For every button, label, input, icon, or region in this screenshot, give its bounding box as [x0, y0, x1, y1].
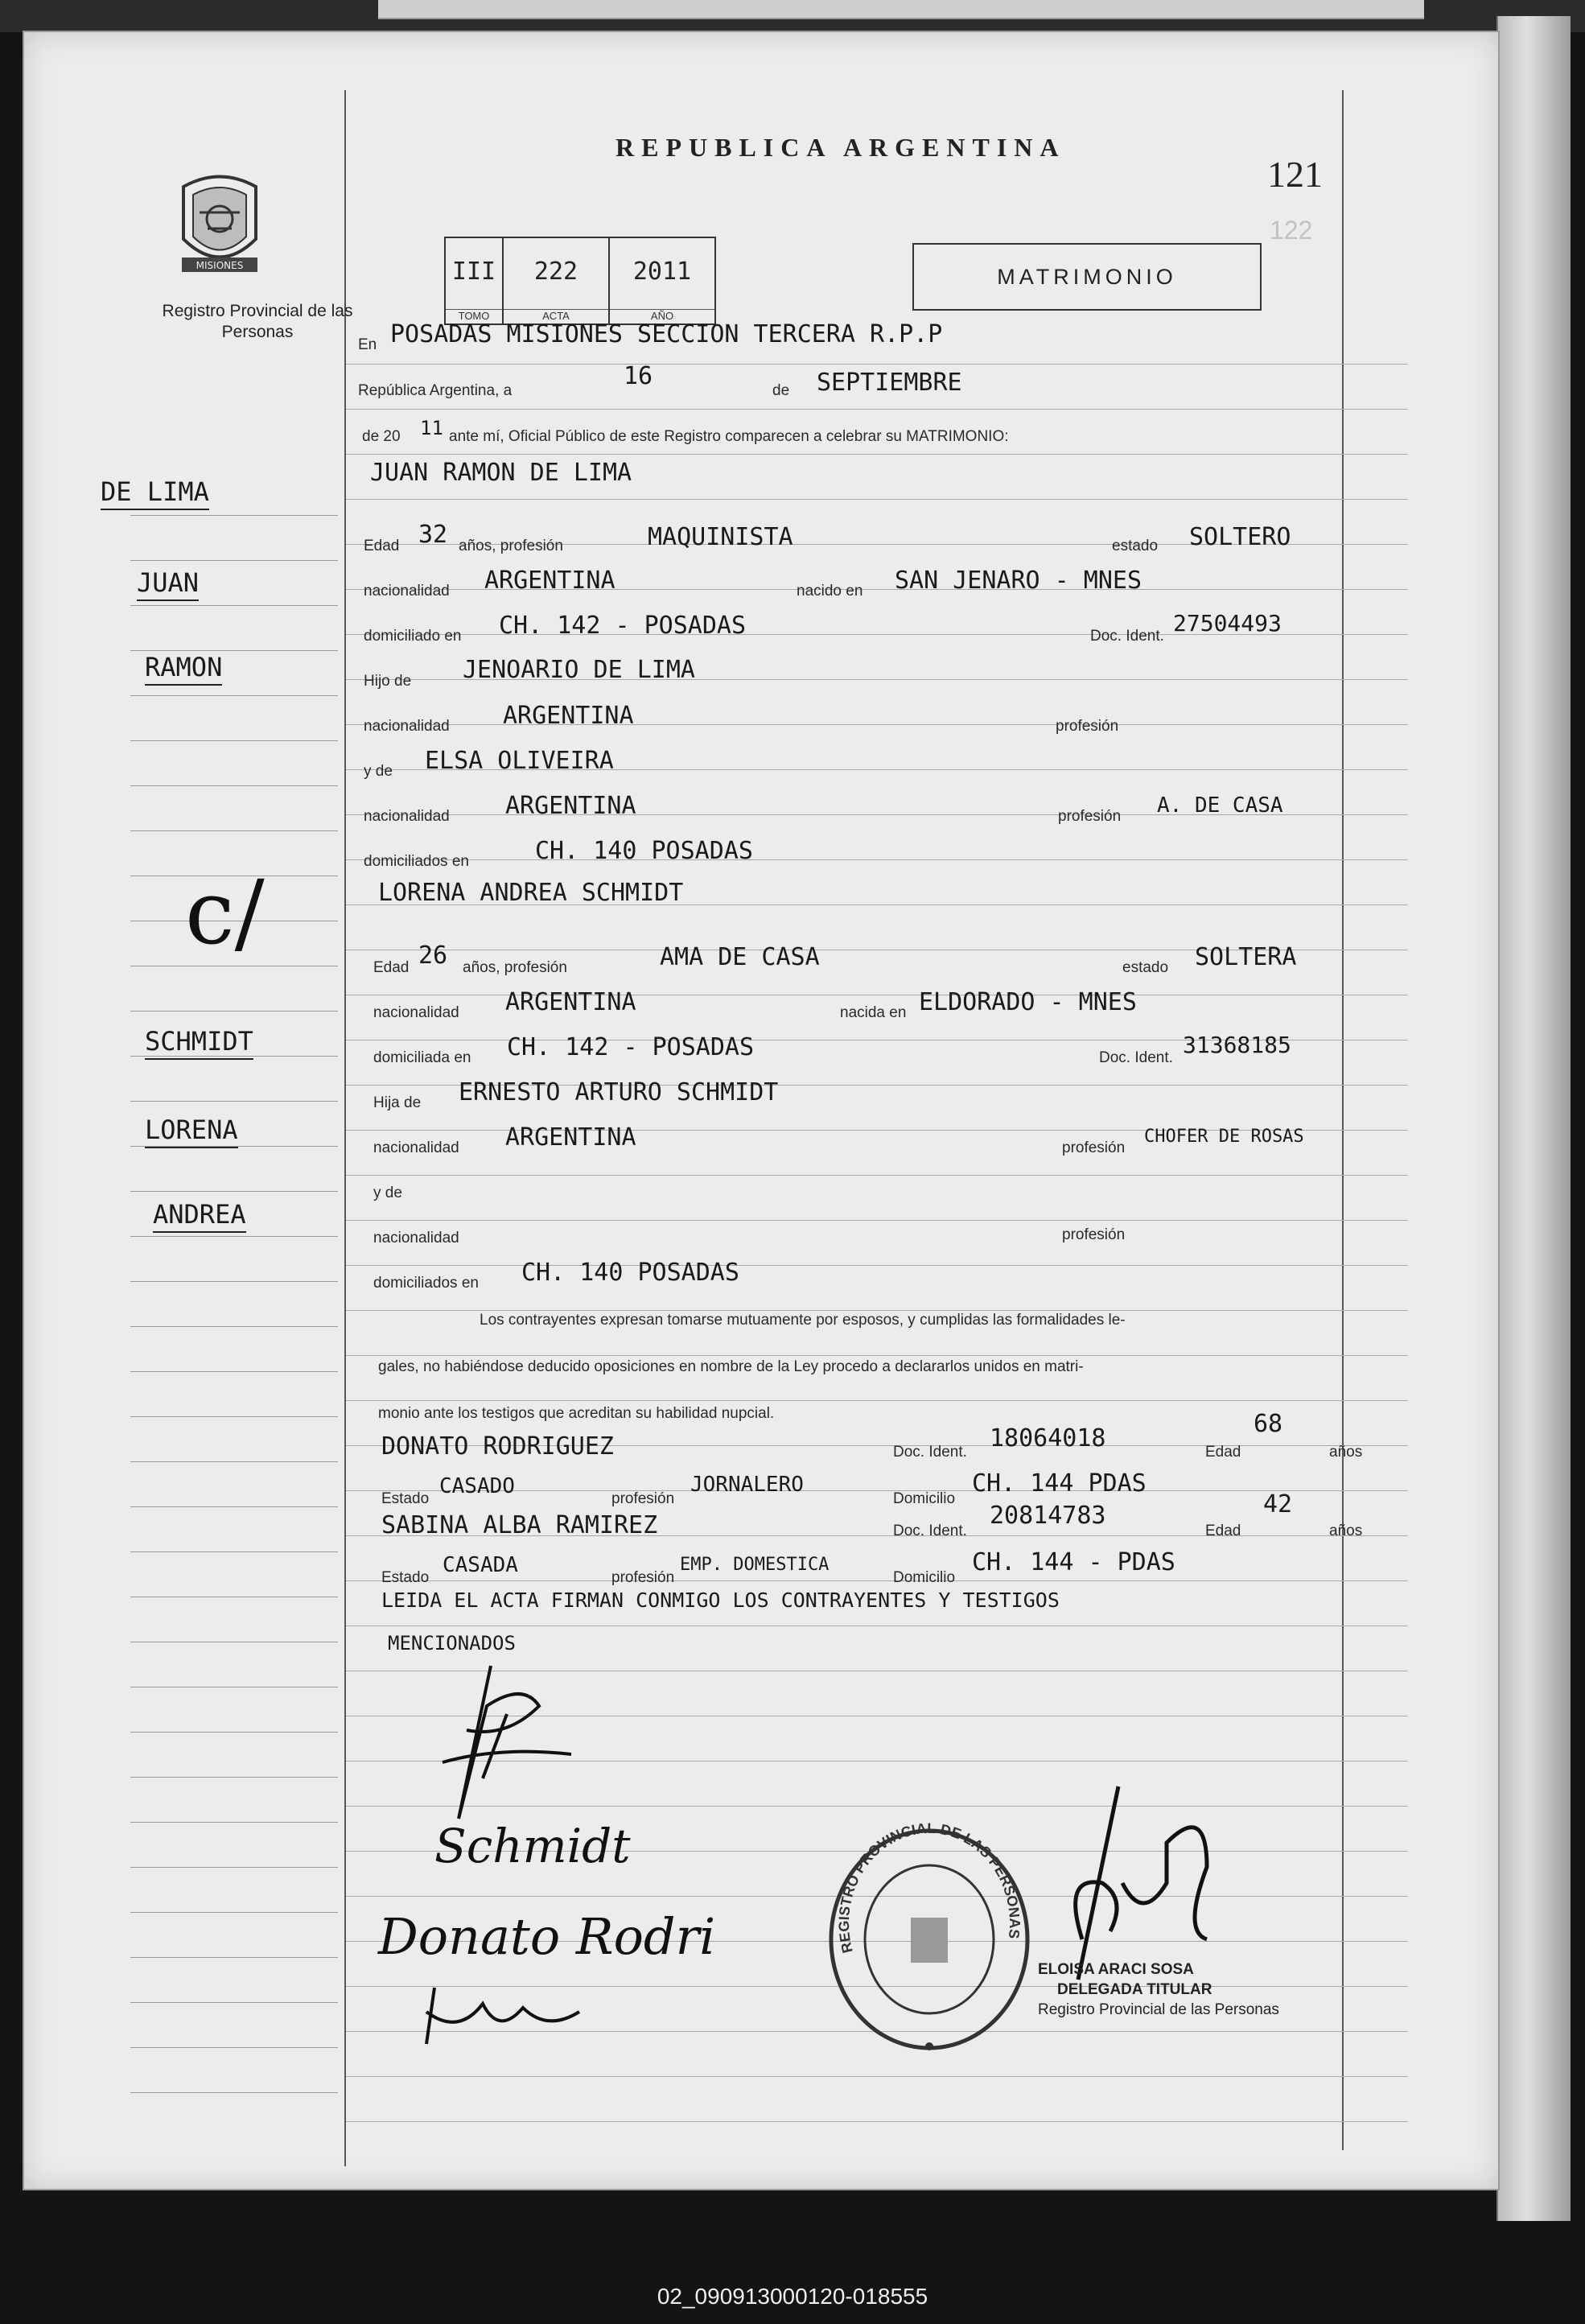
official-stamp	[821, 1823, 1038, 2056]
official-title: DELEGADA TITULAR	[1057, 1981, 1212, 1998]
page-number: 121	[1267, 154, 1323, 195]
witness2-prof-label: profesión	[611, 1569, 675, 1586]
witness2-dom: CH. 144 - PDAS	[972, 1548, 1175, 1576]
bride-mother-nat-label: nacionalidad	[373, 1230, 459, 1246]
margin-rule-line	[130, 1326, 338, 1327]
groom-father: JENOARIO DE LIMA	[463, 656, 695, 684]
margin-rule-line	[130, 1236, 338, 1237]
bride-father: ERNESTO ARTURO SCHMIDT	[459, 1078, 779, 1106]
groom-estado-label: estado	[1112, 538, 1159, 554]
form-rule-line	[346, 1175, 1408, 1176]
page-title: REPUBLICA ARGENTINA	[615, 133, 1066, 162]
witness2-estado-label: Estado	[381, 1569, 430, 1586]
bride-domicile-label: domiciliada en	[373, 1049, 471, 1066]
margin-rule-line	[130, 1191, 338, 1192]
groom-estado: SOLTERO	[1189, 523, 1291, 551]
witness2-years-label: años	[1329, 1523, 1363, 1539]
tomo-box: III TOMO	[444, 237, 504, 325]
bride-name: LORENA ANDREA SCHMIDT	[378, 879, 684, 907]
groom-father-nat-label: nacionalidad	[364, 718, 450, 735]
en-label: En	[358, 336, 377, 353]
bride-estado-label: estado	[1122, 959, 1169, 976]
margin-rule-line	[130, 1777, 338, 1778]
groom-mother-nat: ARGENTINA	[505, 792, 636, 820]
acta-box: 222 ACTA	[502, 237, 610, 325]
bride-profession-label: años, profesión	[463, 959, 567, 976]
bride-age-label: Edad	[373, 959, 410, 976]
previous-page-fold	[378, 0, 1424, 19]
form-rule-line	[346, 2121, 1408, 2122]
groom-profession-label: años, profesión	[459, 538, 563, 554]
witness2-name: SABINA ALBA RAMIREZ	[381, 1511, 658, 1539]
legal-line-2: gales, no habiéndose deducido oposiciones en nombre de la Ley procedo a declararlos unidos en matri-	[378, 1358, 1084, 1375]
legal-line-3: monio ante los testigos que acreditan su habilidad nupcial.	[378, 1405, 775, 1422]
margin-name-bride-first: LORENA	[145, 1115, 238, 1148]
groom-doc-label: Doc. Ident.	[1090, 628, 1164, 645]
witness2-doc-label: Doc. Ident.	[893, 1523, 967, 1539]
bride-father-nat: ARGENTINA	[505, 1123, 636, 1152]
margin-rule-line	[130, 2002, 338, 2003]
groom-doc: 27504493	[1173, 610, 1282, 637]
groom-mother-prof-label: profesión	[1058, 808, 1122, 825]
act-type: MATRIMONIO	[912, 243, 1262, 311]
form-rule-line	[346, 454, 1408, 455]
margin-rule-line	[130, 1957, 338, 1958]
groom-signature	[410, 1658, 587, 1827]
month-value: SEPTIEMBRE	[817, 369, 962, 397]
de-label: de	[772, 382, 790, 399]
legal-line-1: Los contrayentes expresan tomarse mutuamente por esposos, y cumplidas las formalidades le-	[480, 1312, 1126, 1329]
year-suffix: 11	[420, 417, 443, 439]
groom-parents-domicile-label: domiciliados en	[364, 853, 469, 870]
witness1-signature: Donato Rodri	[378, 1907, 716, 1966]
svg-text:REGISTRO PROVINCIAL DE LAS PER: REGISTRO PROVINCIAL DE LAS PERSONAS	[835, 1823, 1023, 1955]
bride-birthplace: ELDORADO - MNES	[919, 988, 1137, 1016]
right-rule	[1342, 90, 1344, 2150]
top-page-edge	[0, 0, 1585, 32]
witness2-signature	[410, 1972, 587, 2052]
margin-name-bride-second: ANDREA	[153, 1199, 246, 1233]
groom-name: JUAN RAMON DE LIMA	[370, 459, 632, 487]
form-rule-line	[346, 2076, 1408, 2077]
margin-name-groom-second: RAMON	[145, 652, 222, 686]
groom-birthplace-label: nacido en	[797, 583, 863, 600]
witness1-name: DONATO RODRIGUEZ	[381, 1432, 614, 1461]
form-rule-line	[346, 1355, 1408, 1356]
witness2-age: 42	[1263, 1490, 1293, 1518]
bride-signature: Schmidt	[434, 1819, 631, 1873]
registry-name: Registro Provincial de las Personas	[162, 302, 353, 341]
bride-doc: 31368185	[1183, 1032, 1291, 1058]
groom-domicile: CH. 142 - POSADAS	[499, 612, 747, 640]
margin-rule-line	[130, 1281, 338, 1282]
groom-birthplace: SAN JENARO - MNES	[895, 567, 1142, 595]
margin-rule-line	[130, 1416, 338, 1417]
groom-father-prof-label: profesión	[1056, 718, 1119, 735]
witness1-estado: CASADO	[439, 1474, 515, 1498]
witness2-dom-label: Domicilio	[893, 1569, 956, 1586]
margin-rule-line	[130, 1461, 338, 1462]
bride-parents-domicile-label: domiciliados en	[373, 1275, 479, 1292]
bride-birthplace-label: nacida en	[840, 1004, 907, 1021]
official-name: ELOISA ARACI SOSA	[1038, 1961, 1194, 1978]
republica-label: República Argentina, a	[358, 382, 513, 399]
witness2-doc: 20814783	[990, 1502, 1106, 1530]
bride-parents-label: Hija de	[373, 1094, 422, 1111]
margin-surname-groom: DE LIMA	[101, 476, 209, 510]
groom-mother-nat-label: nacionalidad	[364, 808, 450, 825]
groom-mother: ELSA OLIVEIRA	[425, 747, 614, 775]
svg-text:MISIONES: MISIONES	[196, 260, 244, 271]
witness1-prof: JORNALERO	[690, 1473, 804, 1497]
margin-conjunction: c/	[185, 861, 265, 964]
groom-age: 32	[418, 521, 448, 549]
margin-rule-line	[130, 2092, 338, 2093]
groom-profession: MAQUINISTA	[648, 523, 793, 551]
margin-rule-line	[130, 1912, 338, 1913]
form-rule-line	[346, 1265, 1408, 1266]
bride-mother-label: y de	[373, 1185, 402, 1201]
book-spine	[1496, 16, 1571, 2221]
groom-father-nat: ARGENTINA	[503, 702, 634, 730]
bride-profession: AMA DE CASA	[660, 943, 820, 971]
bride-estado: SOLTERA	[1195, 943, 1297, 971]
place-value: POSADAS MISIONES SECCION TERCERA R.P.P	[390, 320, 943, 348]
bride-parents-domicile: CH. 140 POSADAS	[521, 1259, 739, 1287]
official-org: Registro Provincial de las Personas	[1038, 2001, 1279, 2018]
margin-rule-line	[130, 605, 338, 606]
witness1-estado-label: Estado	[381, 1490, 430, 1507]
witness1-prof-label: profesión	[611, 1490, 675, 1507]
form-rule-line	[346, 1400, 1408, 1401]
certificate-page	[23, 31, 1500, 2190]
witness1-doc: 18064018	[990, 1424, 1106, 1452]
form-rule-line	[346, 1310, 1408, 1311]
bride-mother-prof-label: profesión	[1062, 1226, 1126, 1243]
margin-name-groom-first: JUAN	[137, 567, 199, 601]
groom-parents-label: Hijo de	[364, 673, 412, 690]
day-value: 16	[624, 362, 653, 390]
provincial-seal-icon	[167, 163, 272, 283]
margin-rule-line	[130, 2047, 338, 2048]
faint-page-mark: 122	[1270, 216, 1313, 245]
witness1-dom: CH. 144 PDAS	[972, 1469, 1147, 1498]
intro-text: ante mí, Oficial Público de este Registro comparecen a celebrar su MATRIMONIO:	[449, 428, 1009, 445]
bride-father-nat-label: nacionalidad	[373, 1139, 459, 1156]
closing-line-1: LEIDA EL ACTA FIRMAN CONMIGO LOS CONTRAYENTES Y TESTIGOS	[381, 1588, 1060, 1612]
bride-father-prof-label: profesión	[1062, 1139, 1126, 1156]
margin-rule-line	[130, 1732, 338, 1733]
year-prefix: de 20	[362, 428, 401, 445]
witness1-dom-label: Domicilio	[893, 1490, 956, 1507]
bride-nationality-label: nacionalidad	[373, 1004, 459, 1021]
groom-domicile-label: domiciliado en	[364, 628, 462, 645]
margin-rule-line	[130, 1101, 338, 1102]
margin-rule-line	[130, 785, 338, 786]
margin-rule-line	[130, 1867, 338, 1868]
witness2-age-label: Edad	[1205, 1523, 1241, 1539]
form-rule-line	[346, 1580, 1408, 1581]
form-rule-line	[346, 409, 1408, 410]
groom-nationality: ARGENTINA	[484, 567, 615, 595]
margin-rule-line	[130, 695, 338, 696]
witness2-prof: EMP. DOMESTICA	[680, 1555, 830, 1575]
groom-parents-domicile: CH. 140 POSADAS	[535, 837, 753, 865]
form-rule-line	[346, 364, 1408, 365]
witness1-doc-label: Doc. Ident.	[893, 1444, 967, 1461]
form-rule-line	[346, 859, 1408, 860]
margin-rule-line	[130, 650, 338, 651]
bride-nationality: ARGENTINA	[505, 988, 636, 1016]
scan-id: 02_090913000120-018555	[657, 2284, 928, 2309]
official-block	[1038, 1959, 1279, 2020]
groom-mother-prof: A. DE CASA	[1157, 793, 1283, 818]
groom-age-label: Edad	[364, 538, 400, 554]
witness1-age-label: Edad	[1205, 1444, 1241, 1461]
margin-surname-bride: SCHMIDT	[145, 1026, 253, 1060]
bride-father-prof: CHOFER DE ROSAS	[1144, 1127, 1304, 1147]
bride-age: 26	[418, 942, 448, 970]
margin-rule-line	[130, 1822, 338, 1823]
witness2-estado: CASADA	[443, 1553, 518, 1577]
margin-rule-line	[130, 1011, 338, 1012]
margin-rule-line	[130, 1506, 338, 1507]
margin-rule-line	[130, 1371, 338, 1372]
margin-rule-line	[130, 830, 338, 831]
groom-mother-label: y de	[364, 763, 393, 780]
margin-rule	[344, 90, 346, 2166]
groom-nationality-label: nacionalidad	[364, 583, 450, 600]
margin-rule-line	[130, 740, 338, 741]
witness1-age: 68	[1254, 1410, 1283, 1438]
form-rule-line	[346, 1220, 1408, 1221]
anio-box: 2011 AÑO	[608, 237, 716, 325]
bride-doc-label: Doc. Ident.	[1099, 1049, 1173, 1066]
witness1-years-label: años	[1329, 1444, 1363, 1461]
margin-rule-line	[130, 560, 338, 561]
closing-line-2: MENCIONADOS	[388, 1632, 516, 1654]
margin-rule-line	[130, 515, 338, 516]
form-rule-line	[346, 499, 1408, 500]
margin-rule-line	[130, 1551, 338, 1552]
bride-domicile: CH. 142 - POSADAS	[507, 1033, 755, 1061]
